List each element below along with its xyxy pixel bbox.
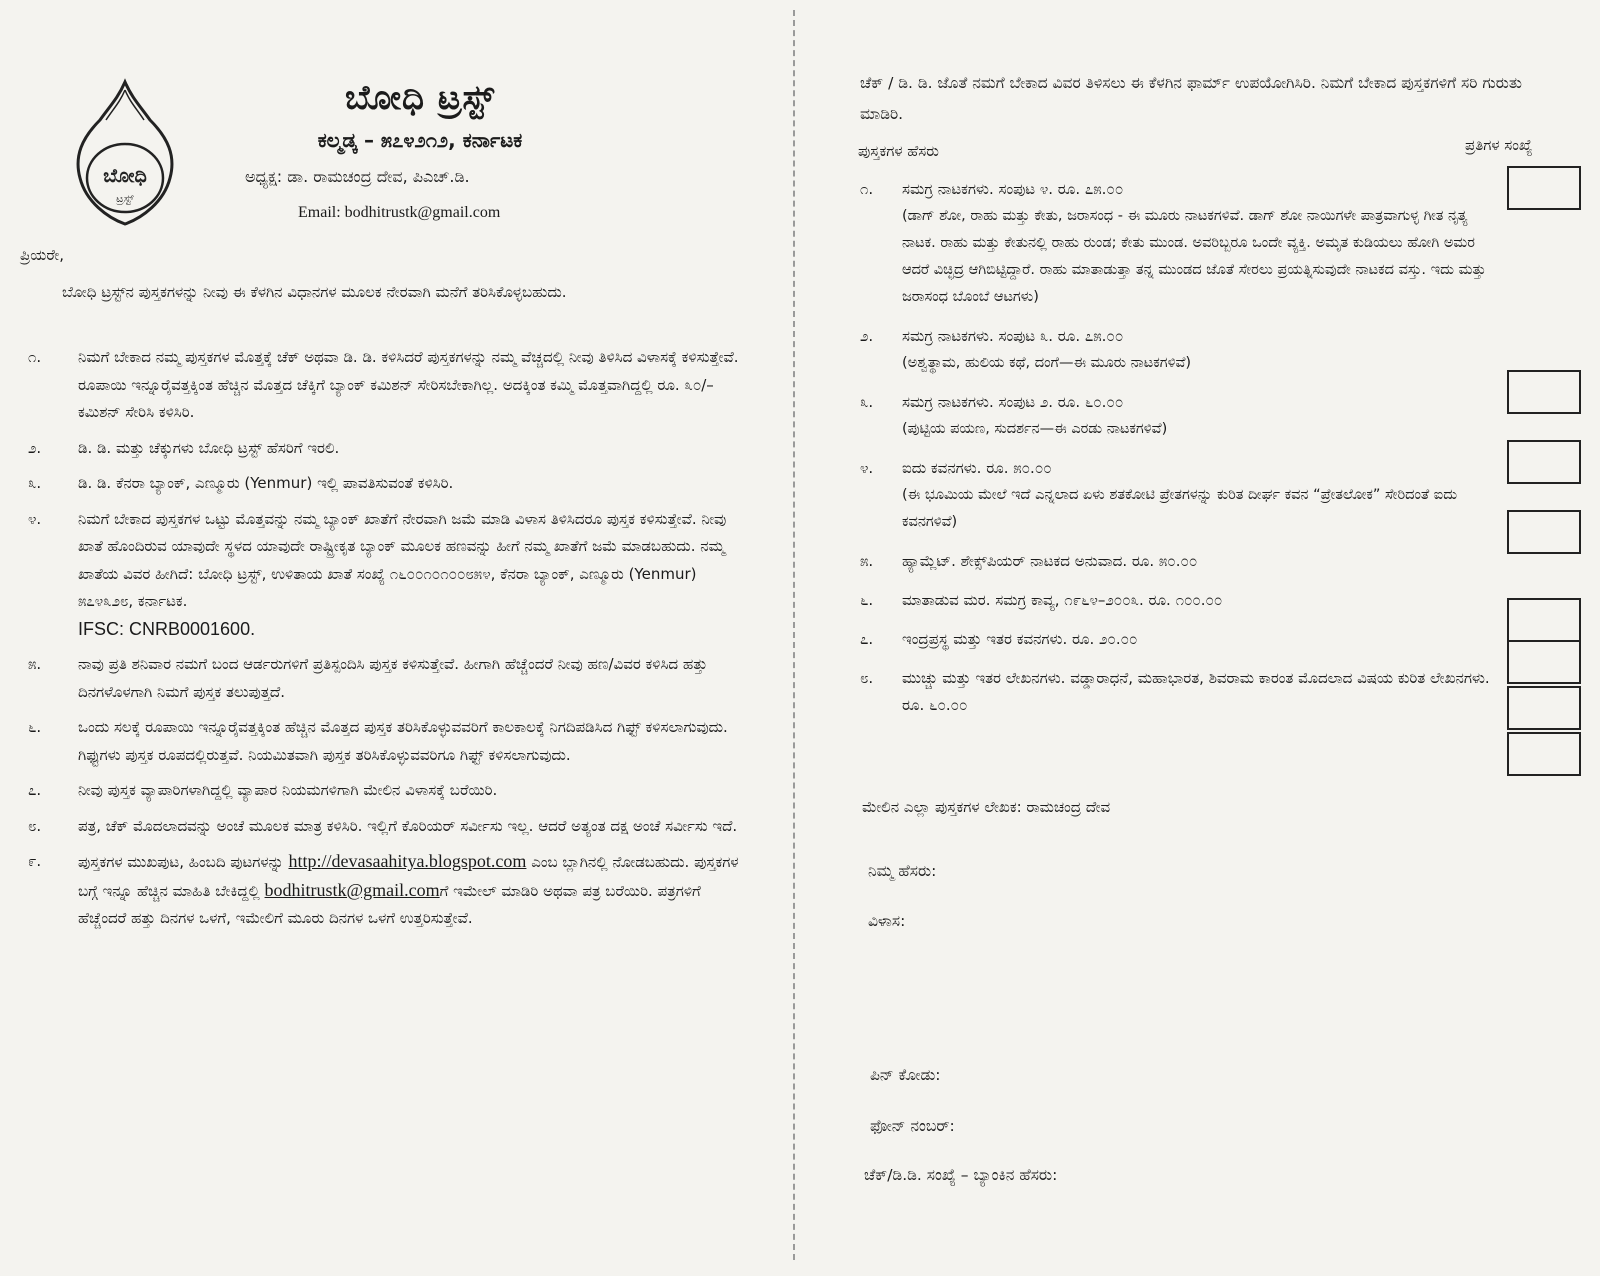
instruction-item xyxy=(20,714,750,769)
book-title: ಮುಚ್ಚು ಮತ್ತು ಇತರ ಲೇಖನಗಳು. ವಡ್ಡಾರಾಧನೆ, ಮಹಾಭಾರತ, ಶಿವರಾಮ ಕಾರಂತ ಮೊದಲಾದ ವಿಷಯ ಕುರಿತ ಲೇಖನಗಳು. ರೂ. ೬೦.೦೦ xyxy=(902,669,1490,714)
fold-line xyxy=(793,10,795,1260)
copies-box-1[interactable] xyxy=(1507,166,1581,210)
phone-field-label[interactable]: ಫೋನ್ ನಂಬರ್: xyxy=(870,1117,955,1135)
books-header: ಪುಸ್ತಕಗಳ ಹೆಸರು xyxy=(858,142,939,160)
book-item xyxy=(858,587,1498,614)
item-text: ಡಿ. ಡಿ. ಮತ್ತು ಚೆಕ್ಕುಗಳು ಬೋಧಿ ಟ್ರಸ್ಟ್ ಹೆಸರಿಗೆ ಇರಲಿ. xyxy=(78,438,340,457)
book-number: ೧. xyxy=(860,180,874,198)
item-number: ೫. xyxy=(28,655,42,673)
salutation: ಪ್ರಿಯರೇ, xyxy=(20,246,64,264)
email-link[interactable]: bodhitrustk@gmail.com xyxy=(264,879,440,900)
instruction-item xyxy=(20,813,750,841)
book-item xyxy=(858,665,1498,719)
item-number: ೮. xyxy=(28,816,42,835)
address-field-label[interactable]: ವಿಳಾಸ: xyxy=(868,912,906,930)
item-text: ಡಿ. ಡಿ. ಕೆನರಾ ಬ್ಯಾಂಕ್, ಎಣ್ಮೂರು (Yenmur) ಇಲ್ಲಿ ಪಾವತಿಸುವಂತೆ ಕಳಿಸಿರಿ. xyxy=(78,474,454,492)
book-title: ಮಾತಾಡುವ ಮರ. ಸಮಗ್ರ ಕಾವ್ಯ, ೧೯೬೪–೨೦೦೩. ರೂ. ೧೦೦.೦೦ xyxy=(902,591,1223,609)
item-text: ಎಂಬ ಬ್ಲಾಗಿನಲ್ಲಿ ನೋಡಬಹುದು. ಪುಸ್ತಕಗಳ ಬಗ್ಗೆ ಇನ್ನೂ ಹೆಚ್ಚಿನ ಮಾಹಿತಿ ಬೇಕಿದ್ದಲ್ಲಿ xyxy=(78,853,739,900)
instruction-item xyxy=(20,506,750,644)
item-number: ೯. xyxy=(28,852,42,870)
copies-box-2[interactable] xyxy=(1507,370,1581,414)
item-text: ನಾವು ಪ್ರತಿ ಶನಿವಾರ ನಮಗೆ ಬಂದ ಆರ್ಡರುಗಳಿಗೆ ಪ್ರತಿಸ್ಪಂದಿಸಿ ಪುಸ್ತಕ ಕಳಿಸುತ್ತೇವೆ. ಹೀಗಾಗಿ ಹೆಚ್ಚೆಂದರೆ ನೀವು ಹಣ/ವಿವರ ಕಳಿಸಿದ ಹತ್ತು ದಿನಗಳೊಳಗಾಗಿ ನಿಮಗೆ ಪುಸ್ತಕ ತಲುಪುತ್ತದೆ. xyxy=(78,655,708,701)
book-description: (ಡಾಗ್ ಶೋ, ರಾಹು ಮತ್ತು ಕೇತು, ಜರಾಸಂಧ - ಈ ಮೂರು ನಾಟಕಗಳಿವೆ. ಡಾಗ್ ಶೋ ನಾಯಿಗಳೇ ಪಾತ್ರವಾಗುಳ್ಳ ಗೀತ ನೃತ್ಯ ನಾಟಕ. ರಾಹು ಮತ್ತು ಕೇತುನಲ್ಲಿ ರಾಹು ರುಂಡ; ಕೇತು ಮುಂಡ. ಅವರಿಬ್ಬರೂ ಒಂದೇ ವ್ಯಕ್ತಿ. ಅಮೃತ ಕುಡಿಯಲು ಹೋಗಿ ಅಮರ ಆದರೆ ವಿಚ್ಛಿದ್ರ ಆಗಿಬಿಟ್ಟಿದ್ದಾರೆ. ರಾಹು ಮಾತಾಡುತ್ತಾ ತನ್ನ ಮುಂಡದ ಜೊತೆ ಸೇರಲು ಪ್ರಯತ್ನಿಸುವುದೇ ನಾಟಕದ ವಸ್ತು. ಇದು ಮತ್ತು ಜರಾಸಂಧ ಬೊಂಬೆ ಆಟಗಳು) xyxy=(902,208,1486,305)
instruction-item xyxy=(20,651,750,706)
trust-title: ಬೋಧಿ ಟ್ರಸ್ಟ್ xyxy=(344,78,496,118)
cheque-field-label[interactable]: ಚೆಕ್/ಡಿ.ಡಿ. ಸಂಖ್ಯೆ – ಬ್ಯಾಂಕಿನ ಹೆಸರು: xyxy=(864,1166,1058,1184)
item-text: ಪತ್ರ, ಚೆಕ್ ಮೊದಲಾದವನ್ನು ಅಂಚೆ ಮೂಲಕ ಮಾತ್ರ ಕಳಿಸಿರಿ. ಇಲ್ಲಿಗೆ ಕೊರಿಯರ್ ಸರ್ವೀಸು ಇಲ್ಲ. ಆದರೆ ಅತ್ಯಂತ ದಕ್ಷ ಅಂಚೆ ಸರ್ವೀಸು ಇದೆ. xyxy=(78,816,738,835)
book-item xyxy=(858,626,1498,653)
book-title: ಹ್ಯಾಮ್ಲೆಟ್. ಶೇಕ್ಸ್‌ಪಿಯರ್ ನಾಟಕದ ಅನುವಾದ. ರೂ. ೫೦.೦೦ xyxy=(902,552,1198,570)
copies-box-3[interactable] xyxy=(1507,440,1581,484)
copies-box-8[interactable] xyxy=(1507,732,1581,776)
item-text: ಪುಸ್ತಕಗಳ ಮುಖಪುಟ, ಹಿಂಬದಿ ಪುಟಗಳನ್ನು xyxy=(78,853,289,871)
item-number: ೭. xyxy=(28,781,42,799)
instructions-list xyxy=(20,344,750,941)
book-description: (ಈ ಭೂಮಿಯ ಮೇಲೆ ಇದೆ ಎನ್ನಲಾದ ಏಳು ಶತಕೋಟಿ ಪ್ರೇತಗಳನ್ನು ಕುರಿತ ದೀರ್ಘ ಕವನ “ಪ್ರೇತಲೋಕ” ಸೇರಿದಂತೆ ಐದು ಕವನಗಳಿವೆ) xyxy=(902,487,1458,530)
letter-intro: ಬೋಧಿ ಟ್ರಸ್ಟ್‌ನ ಪುಸ್ತಕಗಳನ್ನು ನೀವು ಈ ಕೆಳಗಿನ ವಿಧಾನಗಳ ಮೂಲಕ ನೇರವಾಗಿ ಮನೆಗೆ ತರಿಸಿಕೊಳ್ಳಬಹುದು. xyxy=(62,283,567,301)
book-item xyxy=(858,176,1498,311)
book-item xyxy=(858,455,1498,536)
item-text: ನಿಮಗೆ ಬೇಕಾದ ಪುಸ್ತಕಗಳ ಒಟ್ಟು ಮೊತ್ತವನ್ನು ನಮ್ಮ ಬ್ಯಾಂಕ್ ಖಾತೆಗೆ ನೇರವಾಗಿ ಜಮೆ ಮಾಡಿ ವಿಳಾಸ ತಿಳಿಸಿದರೂ ಪುಸ್ತಕ ಕಳಿಸುತ್ತೇವೆ. ನೀವು ಖಾತೆ ಹೊಂದಿರುವ ಯಾವುದೇ ಸ್ಥಳದ ಯಾವುದೇ ರಾಷ್ಟ್ರೀಕೃತ ಬ್ಯಾಂಕ್ ಮೂಲಕ ಹಣವನ್ನು ಹೀಗೆ ನಮ್ಮ ಖಾತೆಗೆ ಜಮೆ ಮಾಡಬಹುದು. ನಮ್ಮ ಖಾತೆಯ ವಿವರ ಹೀಗಿದೆ: ಬೋಧಿ ಟ್ರಸ್ಟ್, ಉಳಿತಾಯ ಖಾತೆ ಸಂಖ್ಯೆ ೧೬೦೦೧೦೧೦೦೮೫೪, ಕೆನರಾ ಬ್ಯಾಂಕ್, ಎಣ್ಮೂರು (Yenmur) ೫೭೪೩೨೮, ಕರ್ನಾಟಕ. xyxy=(78,509,727,610)
item-number: ೩. xyxy=(28,474,42,492)
author-line: ಮೇಲಿನ ಎಲ್ಲಾ ಪುಸ್ತಕಗಳ ಲೇಖಕ: ರಾಮಚಂದ್ರ ದೇವ xyxy=(862,798,1111,816)
item-text: ನೀವು ಪುಸ್ತಕ ವ್ಯಾಪಾರಿಗಳಾಗಿದ್ದಲ್ಲಿ ವ್ಯಾಪಾರ ನಿಯಮಗಳಿಗಾಗಿ ಮೇಲಿನ ವಿಳಾಸಕ್ಕೆ ಬರೆಯಿರಿ. xyxy=(78,781,498,799)
instruction-item xyxy=(20,470,750,498)
bodhi-logo xyxy=(70,78,180,228)
pin-field-label[interactable]: ಪಿನ್ ಕೋಡು: xyxy=(870,1066,941,1084)
item-number: ೨. xyxy=(28,438,42,457)
book-number: ೮. xyxy=(860,669,874,687)
book-number: ೭. xyxy=(860,630,874,648)
book-number: ೫. xyxy=(860,552,874,570)
book-number: ೩. xyxy=(860,393,874,411)
logo-subtext: ಟ್ರಸ್ಟ್ xyxy=(116,192,134,205)
book-item xyxy=(858,389,1498,443)
book-number: ೨. xyxy=(860,327,874,345)
book-item xyxy=(858,548,1498,575)
instruction-item xyxy=(20,777,750,805)
trust-address: ಕಲ್ಮಡ್ಕ – ೫೭೪೨೧೨, ಕರ್ನಾಟಕ xyxy=(317,128,523,152)
form-intro: ಚೆಕ್ / ಡಿ. ಡಿ. ಜೊತೆ ನಮಗೆ ಬೇಕಾದ ವಿವರ ತಿಳಿಸಲು ಈ ಕೆಳಗಿನ ಫಾರ್ಮ್ ಉಪಯೋಗಿಸಿರಿ. ನಿಮಗೆ ಬೇಕಾದ ಪುಸ್ತಕಗಳಿಗೆ ಸರಿ ಗುರುತು ಮಾಡಿರಿ. xyxy=(860,74,1522,123)
book-list xyxy=(858,176,1498,719)
book-number: ೬. xyxy=(860,591,874,609)
book-number: ೪. xyxy=(860,459,874,477)
ifsc-code: IFSC: CNRB0001600. xyxy=(78,618,256,639)
book-title: ಇಂದ್ರಪ್ರಸ್ಥ ಮತ್ತು ಇತರ ಕವನಗಳು. ರೂ. ೨೦.೦೦ xyxy=(902,630,1138,648)
instruction-item xyxy=(20,848,750,933)
copies-header: ಪ್ರತಿಗಳ ಸಂಖ್ಯೆ xyxy=(1465,136,1533,154)
book-item xyxy=(858,323,1498,377)
copies-box-7[interactable] xyxy=(1507,686,1581,730)
blog-link[interactable]: http://devasaahitya.blogspot.com xyxy=(288,851,527,871)
logo-text: ಬೋಧಿ xyxy=(103,165,147,187)
instruction-item xyxy=(20,435,750,463)
instruction-item xyxy=(20,344,750,427)
book-description: (ಪುಟ್ಟಿಯ ಪಯಣ, ಸುದರ್ಶನ—ಈ ಎರಡು ನಾಟಕಗಳಿವೆ) xyxy=(902,421,1168,437)
chairman-line: ಅಧ್ಯಕ್ಷ: ಡಾ. ರಾಮಚಂದ್ರ ದೇವ, ಪಿಎಚ್.ಡಿ. xyxy=(245,167,470,186)
item-number: ೪. xyxy=(28,509,42,528)
book-title: ಐದು ಕವನಗಳು. ರೂ. ೫೦.೦೦ xyxy=(902,459,1052,477)
name-field-label[interactable]: ನಿಮ್ಮ ಹೆಸರು: xyxy=(868,862,937,880)
item-number: ೧. xyxy=(28,348,42,366)
item-text: ನಿಮಗೆ ಬೇಕಾದ ನಮ್ಮ ಪುಸ್ತಕಗಳ ಮೊತ್ತಕ್ಕೆ ಚೆಕ್ ಅಥವಾ ಡಿ. ಡಿ. ಕಳಿಸಿದರೆ ಪುಸ್ತಕಗಳನ್ನು ನಮ್ಮ ವೆಚ್ಚದಲ್ಲಿ ನೀವು ತಿಳಿಸಿದ ವಿಳಾಸಕ್ಕೆ ಕಳಿಸುತ್ತೇವೆ. ರೂಪಾಯಿ ಇನ್ನೂರೈವತ್ತಕ್ಕಿಂತ ಹೆಚ್ಚಿನ ಮೊತ್ತದ ಚೆಕ್ಕಿಗೆ ಬ್ಯಾಂಕ್ ಕಮಿಶನ್ ಸೇರಿಸಬೇಕಾಗಿಲ್ಲ. ಅದಕ್ಕಿಂತ ಕಮ್ಮಿ ಮೊತ್ತವಾಗಿದ್ದಲ್ಲಿ ರೂ. ೩೦/– ಕಮಿಶನ್ ಸೇರಿಸಿ ಕಳಿಸಿರಿ. xyxy=(78,348,739,421)
book-title: ಸಮಗ್ರ ನಾಟಕಗಳು. ಸಂಪುಟ ೨. ರೂ. ೬೦.೦೦ xyxy=(902,393,1124,411)
item-text: ಒಂದು ಸಲಕ್ಕೆ ರೂಪಾಯಿ ಇನ್ನೂರೈವತ್ತಕ್ಕಿಂತ ಹೆಚ್ಚಿನ ಮೊತ್ತದ ಪುಸ್ತಕ ತರಿಸಿಕೊಳ್ಳುವವರಿಗೆ ಕಾಲಕಾಲಕ್ಕೆ ನಿಗದಿಪಡಿಸಿದ ಗಿಫ್ಟ್ ಕಳಿಸಲಾಗುವುದು. ಗಿಫ್ಟುಗಳು ಪುಸ್ತಕ ರೂಪದಲ್ಲಿರುತ್ತವೆ. ನಿಯಮಿತವಾಗಿ ಪುಸ್ತಕ ತರಿಸಿಕೊಳ್ಳುವವರಿಗೂ ಗಿಫ್ಟ್ ಕಳಿಸಲಾಗುವುದು. xyxy=(78,718,728,764)
item-text: ಗೆ ಇಮೇಲ್ ಮಾಡಿರಿ ಅಥವಾ ಪತ್ರ ಬರೆಯಿರಿ. ಪತ್ರಗಳಿಗೆ ಹೆಚ್ಚೆಂದರೆ ಹತ್ತು ದಿನಗಳ ಒಳಗೆ, ಇಮೇಲಿಗೆ ಮೂರು ದಿನಗಳ ಒಳಗೆ ಉತ್ತರಿಸುತ್ತೇವೆ. xyxy=(78,881,701,927)
book-title: ಸಮಗ್ರ ನಾಟಕಗಳು. ಸಂಪುಟ ೩. ರೂ. ೭೫.೦೦ xyxy=(902,327,1124,345)
copies-box-4[interactable] xyxy=(1507,510,1581,554)
copies-box-6[interactable] xyxy=(1507,640,1581,684)
copies-box-5[interactable] xyxy=(1507,598,1581,642)
book-description: (ಅಶ್ವತ್ಥಾಮ, ಹುಲಿಯ ಕಥೆ, ದಂಗೆ—ಈ ಮೂರು ನಾಟಕಗಳಿವೆ) xyxy=(902,355,1192,371)
trust-email: Email: bodhitrustk@gmail.com xyxy=(298,204,501,221)
item-number: ೬. xyxy=(28,718,42,736)
book-title: ಸಮಗ್ರ ನಾಟಕಗಳು. ಸಂಪುಟ ೪. ರೂ. ೭೫.೦೦ xyxy=(902,180,1124,198)
